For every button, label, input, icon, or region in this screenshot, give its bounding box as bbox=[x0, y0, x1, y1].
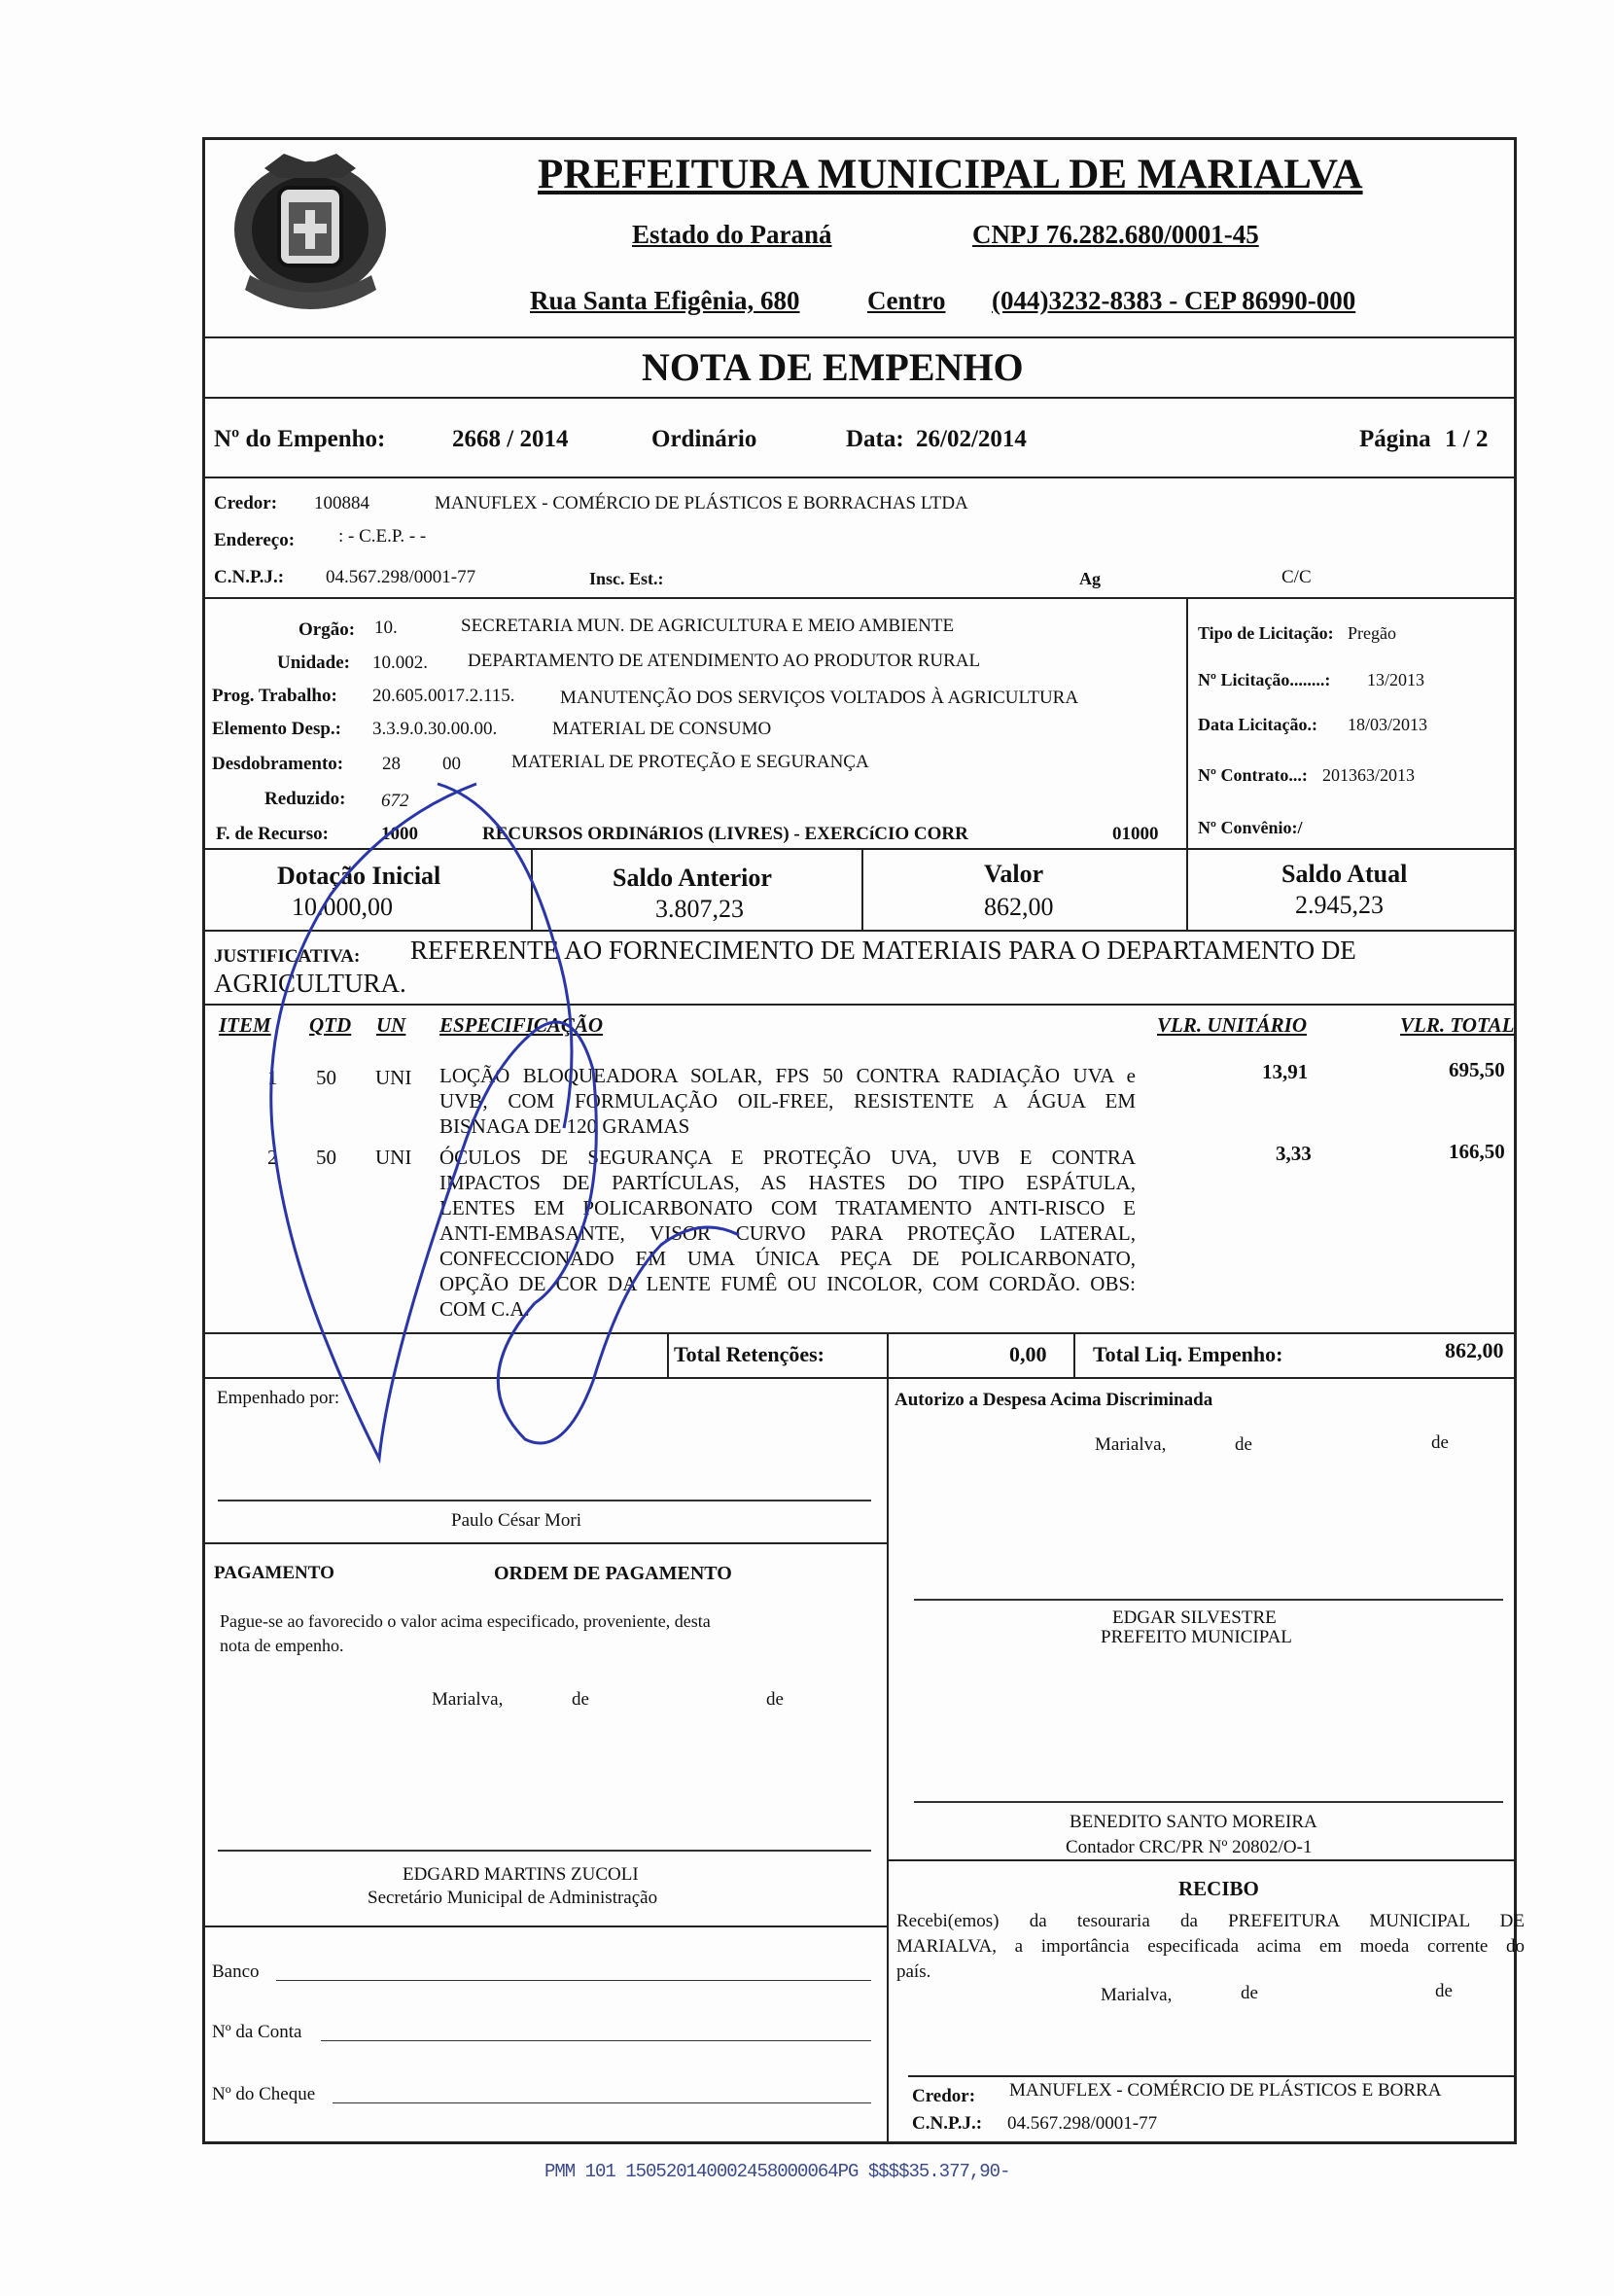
pagamento-text-line2: nota de empenho. bbox=[220, 1636, 344, 1655]
item-total-value: 166,50 bbox=[1449, 1140, 1505, 1163]
justificativa-text-line2: AGRICULTURA. bbox=[214, 969, 406, 998]
divider bbox=[887, 1859, 1515, 1861]
item-number: 2 bbox=[267, 1146, 278, 1169]
ag-label: Ag bbox=[1079, 569, 1101, 588]
divider bbox=[1186, 598, 1188, 861]
empenhado-name: Paulo César Mori bbox=[451, 1510, 582, 1531]
autorizo-de-2: de bbox=[1431, 1432, 1449, 1453]
footer-barcode-text: PMM 101 150520140002458000064PG $$$$35.377,90- bbox=[544, 2161, 1010, 2182]
orgao-name: SECRETARIA MUN. DE AGRICULTURA E MEIO AMBIENTE bbox=[461, 616, 955, 636]
cheque-label: Nº do Cheque bbox=[212, 2084, 316, 2104]
pagamento-de-1: de bbox=[572, 1689, 589, 1710]
empenho-date: 26/02/2014 bbox=[916, 426, 1027, 452]
total-liquido-label: Total Liq. Empenho: bbox=[1093, 1342, 1283, 1366]
reduzido-label: Reduzido: bbox=[264, 789, 346, 809]
unidade-code: 10.002. bbox=[372, 653, 428, 673]
conta-label: Nº da Conta bbox=[212, 2022, 302, 2042]
empenho-date-label: Data: bbox=[846, 426, 904, 452]
prefeito-role: PREFEITO MUNICIPAL bbox=[1101, 1627, 1292, 1647]
cnpj-label: C.N.P.J.: bbox=[214, 567, 285, 587]
divider bbox=[908, 2075, 1517, 2077]
signature-line bbox=[914, 1599, 1503, 1601]
desdobramento-sub: 00 bbox=[442, 754, 461, 774]
item-unit-value: 13,91 bbox=[1262, 1060, 1309, 1083]
item-desc-line: LOÇÃO BLOQUEADORA SOLAR, FPS 50 CONTRA RADIAÇÃO UVA e bbox=[439, 1064, 1136, 1087]
empenho-type: Ordinário bbox=[651, 426, 757, 452]
credor-name: MANUFLEX - COMÉRCIO DE PLÁSTICOS E BORRACHAS LTDA bbox=[435, 493, 968, 513]
recurso-code: 1000 bbox=[381, 824, 418, 844]
signature-line bbox=[914, 1801, 1503, 1803]
banco-label: Banco bbox=[212, 1961, 260, 1982]
item-desc-line: UVB, COM FORMULAÇÃO OIL-FREE, RESISTENTE A ÁGUA EM bbox=[439, 1089, 1136, 1113]
header-cnpj: CNPJ 76.282.680/0001-45 bbox=[972, 220, 1259, 249]
item-desc-line: LENTES EM POLICARBONATO COM TRATAMENTO ANTI-RISCO E bbox=[439, 1196, 1136, 1219]
saldo-atual-value: 2.945,23 bbox=[1295, 891, 1384, 919]
recibo-text-line3: país. bbox=[896, 1961, 931, 1982]
cc-label: C/C bbox=[1281, 567, 1312, 587]
dotacao-value: 10.000,00 bbox=[292, 893, 393, 921]
conta-line bbox=[321, 2040, 871, 2041]
divider bbox=[887, 1332, 889, 1377]
prog-label: Prog. Trabalho: bbox=[212, 686, 337, 706]
unidade-label: Unidade: bbox=[277, 653, 350, 673]
col-qtd: QTD bbox=[309, 1013, 352, 1037]
orgao-code: 10. bbox=[374, 618, 398, 638]
pagamento-de-2: de bbox=[766, 1689, 784, 1710]
valor-label: Valor bbox=[984, 860, 1044, 888]
contrato-value: 201363/2013 bbox=[1322, 765, 1416, 785]
divider bbox=[204, 1925, 887, 1927]
valor-value: 862,00 bbox=[984, 893, 1054, 921]
tipo-licitacao-label: Tipo de Licitação: bbox=[1198, 623, 1334, 643]
prefeito-name: EDGAR SILVESTRE bbox=[1112, 1607, 1277, 1628]
col-un: UN bbox=[376, 1013, 406, 1037]
prog-name: MANUTENÇÃO DOS SERVIÇOS VOLTADOS À AGRICULTURA bbox=[560, 688, 1079, 708]
municipal-crest-logo bbox=[226, 144, 396, 324]
cheque-line bbox=[333, 2102, 871, 2103]
empenhado-label: Empenhado por: bbox=[217, 1388, 340, 1408]
item-desc-line: ÓCULOS DE SEGURANÇA E PROTEÇÃO UVA, UVB E CONTRA bbox=[439, 1146, 1136, 1169]
header-district: Centro bbox=[867, 286, 946, 315]
blue-pen-signature bbox=[243, 778, 749, 1478]
endereco-label: Endereço: bbox=[214, 530, 296, 550]
divider bbox=[204, 597, 1515, 599]
signature-line bbox=[218, 1850, 871, 1852]
recurso-name: RECURSOS ORDINáRIOS (LIVRES) - EXERCíCIO CORR bbox=[482, 824, 968, 844]
desdobramento-label: Desdobramento: bbox=[212, 754, 344, 774]
col-total-value: VLR. TOTAL bbox=[1400, 1013, 1515, 1037]
autorizo-city: Marialva, bbox=[1095, 1434, 1167, 1455]
convenio-label: Nº Convênio:/ bbox=[1198, 818, 1303, 837]
retencoes-label: Total Retenções: bbox=[674, 1342, 825, 1366]
orgao-label: Orgão: bbox=[298, 619, 356, 640]
item-un: UNI bbox=[375, 1066, 412, 1089]
recibo-title: RECIBO bbox=[1178, 1877, 1259, 1900]
page-label: Página bbox=[1359, 426, 1431, 452]
divider bbox=[204, 397, 1515, 399]
item-desc-line: ANTI-EMBASANTE, VISOR CURVO PARA PROTEÇÃO LATERAL, bbox=[439, 1221, 1136, 1245]
justificativa-text-line1: REFERENTE AO FORNECIMENTO DE MATERIAIS PARA O DEPARTAMENTO DE bbox=[410, 936, 1356, 965]
pagamento-city: Marialva, bbox=[432, 1689, 504, 1710]
ordem-pagamento-label: ORDEM DE PAGAMENTO bbox=[494, 1563, 732, 1584]
item-desc-line: COM C.A. bbox=[439, 1297, 530, 1321]
credor-label: Credor: bbox=[214, 493, 278, 513]
reduzido-value: 672 bbox=[381, 791, 409, 811]
header-title: PREFEITURA MUNICIPAL DE MARIALVA bbox=[538, 152, 1363, 197]
saldo-anterior-label: Saldo Anterior bbox=[613, 864, 772, 892]
empenho-number-label: Nº do Empenho: bbox=[214, 426, 386, 452]
recurso-label: F. de Recurso: bbox=[216, 824, 329, 844]
recibo-text-line2: MARIALVA, a importância especificada acima em moeda corrente do bbox=[896, 1936, 1525, 1957]
doc-title: NOTA DE EMPENHO bbox=[642, 345, 1024, 389]
endereco-value: : - C.E.P. - - bbox=[338, 526, 427, 547]
total-liquido-value: 862,00 bbox=[1445, 1338, 1504, 1362]
item-desc-line: CONFECCIONADO EM UMA ÚNICA PEÇA DE POLICARBONATO, bbox=[439, 1247, 1136, 1270]
desdobramento-code: 28 bbox=[382, 754, 401, 774]
autorizo-de-1: de bbox=[1235, 1434, 1252, 1455]
header-address: Rua Santa Efigênia, 680 bbox=[530, 286, 800, 315]
dotacao-label: Dotação Inicial bbox=[277, 862, 441, 890]
cnpj-value: 04.567.298/0001-77 bbox=[326, 567, 476, 587]
recibo-city: Marialva, bbox=[1101, 1985, 1173, 2005]
col-especificacao: ESPECIFICAÇÃO bbox=[439, 1013, 604, 1037]
credor-footer-name: MANUFLEX - COMÉRCIO DE PLÁSTICOS E BORRA bbox=[1009, 2080, 1442, 2101]
col-unit-value: VLR. UNITÁRIO bbox=[1157, 1013, 1308, 1037]
divider bbox=[1186, 849, 1188, 931]
divider bbox=[887, 1377, 889, 2143]
header-state: Estado do Paraná bbox=[632, 220, 832, 249]
credor-footer-cnpj: 04.567.298/0001-77 bbox=[1007, 2113, 1158, 2134]
prog-code: 20.605.0017.2.115. bbox=[372, 686, 515, 706]
saldo-anterior-value: 3.807,23 bbox=[655, 895, 744, 923]
elemento-code: 3.3.9.0.30.00.00. bbox=[372, 719, 498, 739]
retencoes-value: 0,00 bbox=[1009, 1342, 1047, 1366]
contador-role: Contador CRC/PR Nº 20802/O-1 bbox=[1066, 1837, 1313, 1857]
contador-name: BENEDITO SANTO MOREIRA bbox=[1070, 1812, 1317, 1832]
divider bbox=[1073, 1332, 1075, 1377]
item-number: 1 bbox=[267, 1066, 278, 1089]
signature-line bbox=[218, 1500, 871, 1501]
item-desc-line: IMPACTOS DE PARTÍCULAS, AS HASTES DO TIPO ESPÁTULA, bbox=[439, 1171, 1136, 1194]
data-licitacao-value: 18/03/2013 bbox=[1348, 715, 1428, 734]
col-item: ITEM bbox=[219, 1013, 271, 1037]
tipo-licitacao-value: Pregão bbox=[1348, 623, 1396, 643]
pagamento-label: PAGAMENTO bbox=[214, 1563, 334, 1583]
credor-code: 100884 bbox=[314, 493, 369, 513]
secretario-name: EDGARD MARTINS ZUCOLI bbox=[403, 1864, 639, 1885]
insc-est-label: Insc. Est.: bbox=[589, 569, 664, 588]
autorizo-label: Autorizo a Despesa Acima Discriminada bbox=[895, 1390, 1213, 1410]
contrato-label: Nº Contrato...: bbox=[1198, 765, 1308, 785]
item-un: UNI bbox=[375, 1146, 412, 1169]
credor-footer-label: Credor: bbox=[912, 2086, 976, 2106]
pagamento-text-line1: Pague-se ao favorecido o valor acima especificado, proveniente, desta bbox=[220, 1611, 711, 1631]
secretario-role: Secretário Municipal de Administração bbox=[368, 1888, 658, 1908]
data-licitacao-label: Data Licitação.: bbox=[1198, 715, 1317, 734]
divider bbox=[861, 849, 863, 931]
divider bbox=[204, 1542, 887, 1544]
page-number: 1 / 2 bbox=[1445, 426, 1489, 452]
banco-line bbox=[276, 1980, 871, 1981]
elemento-name: MATERIAL DE CONSUMO bbox=[552, 719, 772, 739]
item-total-value: 695,50 bbox=[1449, 1058, 1505, 1081]
item-qtd: 50 bbox=[316, 1066, 336, 1089]
item-desc-line: BISNAGA DE 120 GRAMAS bbox=[439, 1114, 690, 1138]
divider bbox=[204, 336, 1515, 338]
desdobramento-name: MATERIAL DE PROTEÇÃO E SEGURANÇA bbox=[511, 752, 869, 772]
recibo-text-line1: Recebi(emos) da tesouraria da PREFEITURA MUNICIPAL DE bbox=[896, 1911, 1525, 1931]
licitacao-number-label: Nº Licitação........: bbox=[1198, 670, 1331, 689]
item-desc-line: OPÇÃO DE COR DA LENTE FUMÊ OU INCOLOR, COM CORDÃO. OBS: bbox=[439, 1272, 1136, 1295]
item-unit-value: 3,33 bbox=[1276, 1142, 1312, 1165]
item-qtd: 50 bbox=[316, 1146, 336, 1169]
empenho-number: 2668 / 2014 bbox=[452, 426, 569, 452]
header-phone-cep: (044)3232-8383 - CEP 86990-000 bbox=[992, 286, 1356, 315]
credor-footer-cnpj-label: C.N.P.J.: bbox=[912, 2113, 983, 2134]
divider bbox=[204, 477, 1515, 478]
unidade-name: DEPARTAMENTO DE ATENDIMENTO AO PRODUTOR RURAL bbox=[468, 651, 981, 671]
justificativa-label: JUSTIFICATIVA: bbox=[214, 946, 361, 967]
licitacao-number-value: 13/2013 bbox=[1367, 670, 1425, 689]
recurso-number: 01000 bbox=[1112, 824, 1159, 844]
saldo-atual-label: Saldo Atual bbox=[1281, 860, 1408, 888]
recibo-de-1: de bbox=[1241, 1983, 1258, 2003]
recibo-de-2: de bbox=[1435, 1981, 1453, 2001]
elemento-label: Elemento Desp.: bbox=[212, 719, 341, 739]
